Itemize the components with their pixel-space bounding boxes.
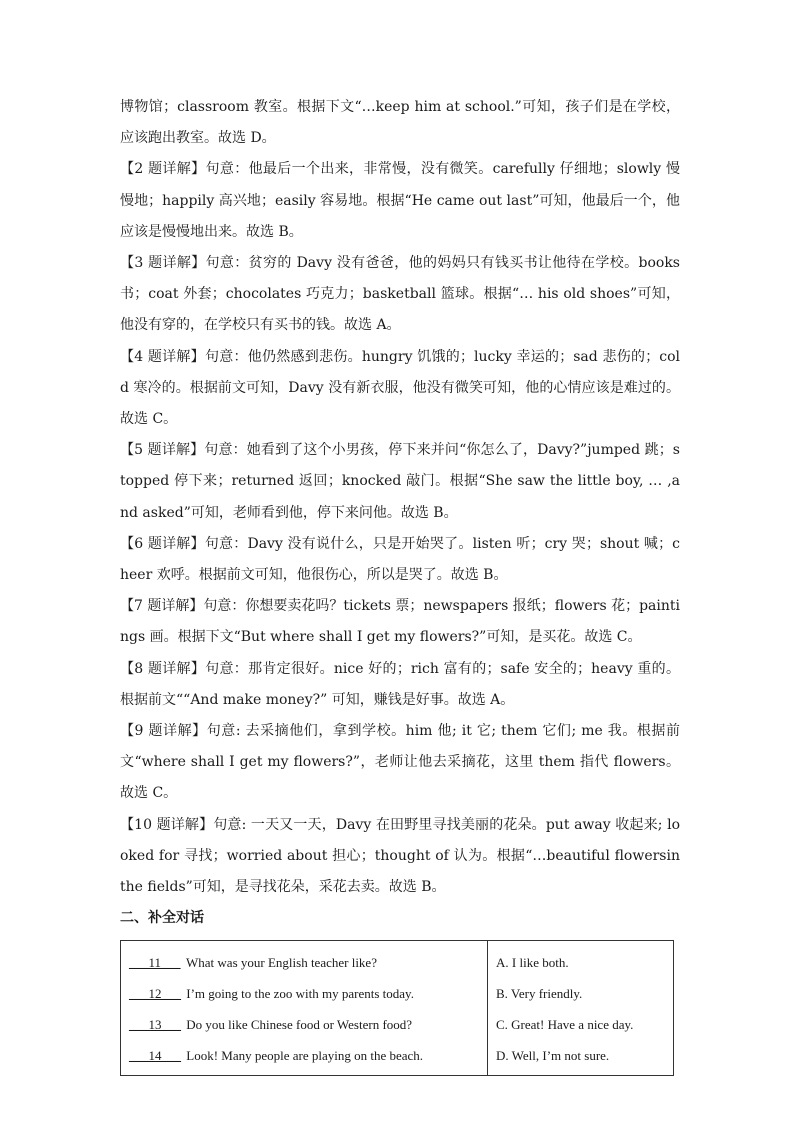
question-row bbox=[129, 1009, 479, 1040]
paragraph-q3: 【3 题详解】句意：贫穷的 Davy 没有爸爸，他的妈妈只有钱买书让他待在学校。books 书；coat 外套；chocolates 巧克力；basketball 篮球。根据“… his old shoes”可知，他没有穿的，在学校只有买书的钱。故选 A。 bbox=[120, 255, 680, 334]
question-row bbox=[129, 947, 479, 978]
paragraph-q2: 【2 题详解】句意：他最后一个出来，非常慢，没有微笑。carefully 仔细地；slowly 慢慢地；happily 高兴地；easily 容易地。根据“He came out last”可知，他最后一个，他应该是慢慢地出来。故选 B。 bbox=[120, 161, 680, 240]
answer-blank: ___13___ bbox=[129, 1017, 181, 1033]
option-row: B. Very friendly. bbox=[496, 986, 583, 1002]
answer-blank: ___11___ bbox=[129, 955, 181, 971]
option-row: C. Great! Have a nice day. bbox=[496, 1017, 634, 1033]
paragraph-q7: 【7 题详解】句意：你想要卖花吗？tickets 票；newspapers 报纸；flowers 花；paintings 画。根据下文“But where shall I get my flowers?”可知，是买花。故选 C。 bbox=[120, 598, 680, 646]
dialogue-questions-cell bbox=[121, 941, 488, 1076]
dialogue-table bbox=[120, 940, 674, 1076]
question-row bbox=[129, 978, 479, 1009]
option-row: D. Well, I’m not sure. bbox=[496, 1048, 610, 1064]
paragraph-q4: 【4 题详解】句意：他仍然感到悲伤。hungry 饥饿的；lucky 幸运的；sad 悲伤的；cold 寒冷的。根据前文可知，Davy 没有新衣服，他没有微笑可知，他的心情应该是难过的。故选 C。 bbox=[120, 348, 680, 428]
section-title: 二、补全对话 bbox=[120, 910, 204, 927]
question-text: Do you like Chinese food or Western food? bbox=[186, 1017, 413, 1033]
paragraph-q9: 【9 题详解】句意: 去采摘他们，拿到学校。him 他; it 它; them 它们; me 我。根据前文“where shall I get my flowers?”，老师让他去采摘花，这里 them 指代 flowers。故选 C。 bbox=[120, 723, 680, 802]
paragraph-q5: 【5 题详解】句意：她看到了这个小男孩，停下来并问“你怎么了，Davy?”jumped 跳；stopped 停下来；returned 返回；knocked 敲门。根据“She saw the little boy, … ,and asked”可知，老师看到他，停下来问他。故选 B。 bbox=[120, 442, 680, 521]
question-row bbox=[129, 1040, 479, 1071]
paragraph-q1-tail: 博物馆；classroom 教室。根据下文“…keep him at school.”可知，孩子们是在学校，应该跑出教室。故选 D。 bbox=[120, 99, 680, 147]
dialogue-options-cell bbox=[488, 941, 674, 1076]
paragraph-q6: 【6 题详解】句意：Davy 没有说什么，只是开始哭了。listen 听；cry 哭；shout 喊；cheer 欢呼。根据前文可知，他很伤心，所以是哭了。故选 B。 bbox=[120, 535, 680, 584]
answer-blank: ___12___ bbox=[129, 986, 181, 1002]
question-text: I’m going to the zoo with my parents today. bbox=[186, 986, 414, 1002]
document-page bbox=[120, 92, 680, 1076]
paragraph-q10: 【10 题详解】句意: 一天又一天，Davy 在田野里寻找美丽的花朵。put away 收起来; looked for 寻找；worried about 担心；thought of 认为。根据“…beautiful flowersin the fields”可知，是寻找花朵，采花去卖。故选 B。 bbox=[120, 816, 680, 896]
question-text: Look! Many people are playing on the beach. bbox=[186, 1048, 424, 1064]
paragraph-q8: 【8 题详解】句意：那肯定很好。nice 好的；rich 富有的；safe 安全的；heavy 重的。根据前文““And make money?” 可知，赚钱是好事。故选 A。 bbox=[120, 660, 680, 708]
question-text: What was your English teacher like? bbox=[186, 955, 377, 971]
option-row: A. I like both. bbox=[496, 955, 569, 971]
answer-blank: ___14___ bbox=[129, 1048, 181, 1064]
